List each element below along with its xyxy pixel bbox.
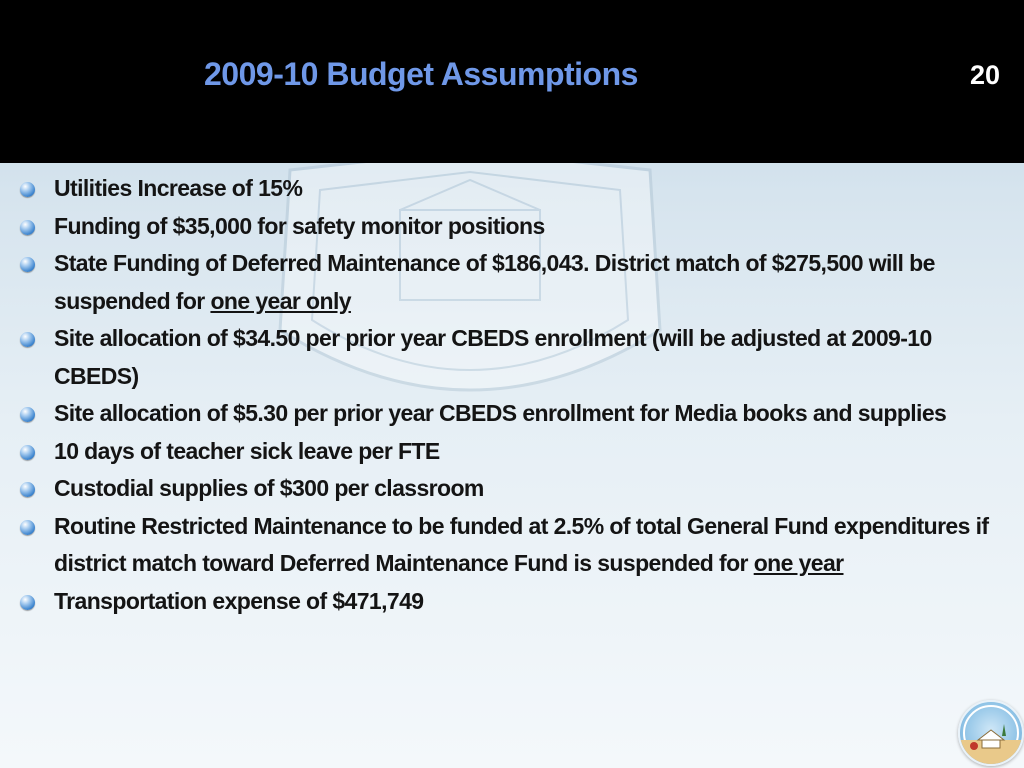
sphere-bullet-icon (20, 482, 35, 497)
bullet-item (0, 470, 1024, 508)
sphere-bullet-icon (20, 182, 35, 197)
bullet-item (0, 208, 1024, 246)
bullet-text: Site allocation of $5.30 per prior year CBEDS enrollment for Media books and supplies (54, 400, 947, 426)
bullet-item (0, 170, 1024, 208)
bullet-item (0, 245, 1024, 320)
bullet-text: Funding of $35,000 for safety monitor positions (54, 212, 545, 239)
bullet-text: Transportation expense of $471,749 (54, 587, 424, 614)
bullet-item (0, 508, 1024, 583)
sphere-bullet-icon (20, 257, 35, 272)
sphere-bullet-icon (20, 595, 35, 610)
sphere-bullet-icon (20, 445, 35, 460)
sphere-bullet-icon (20, 520, 35, 535)
bullet-item (0, 433, 1024, 471)
sphere-bullet-icon (20, 220, 35, 235)
bullet-item (0, 583, 1024, 621)
logo-emblem-icon (960, 702, 1022, 764)
header-bar (0, 0, 1024, 163)
bullet-text: Site allocation of $34.50 per prior year CBEDS enrollment (will be adjusted at 2009-10 CBEDS) (54, 325, 932, 389)
bullet-underlined-text: one year (753, 550, 844, 576)
slide-number: 20 (969, 60, 1000, 90)
bullet-text: 10 days of teacher sick leave per FTE (54, 437, 440, 464)
sphere-bullet-icon (20, 332, 35, 347)
bullet-item (0, 395, 1024, 433)
bullet-text: Utilities Increase of 15% (54, 175, 303, 201)
school-district-logo (958, 700, 1024, 766)
bullet-list (0, 170, 1024, 620)
sphere-bullet-icon (20, 407, 35, 422)
bullet-item (0, 320, 1024, 395)
bullet-text: Custodial supplies of $300 per classroom (54, 475, 484, 501)
bullet-text: State Funding of Deferred Maintenance of $186,043. District match of $275,500 will be suspended for (54, 250, 935, 314)
bullet-text: Routine Restricted Maintenance to be funded at 2.5% of total General Fund expenditures if district match toward Deferred Maintenance Fund is suspended for (54, 512, 989, 576)
slide-title: 2009-10 Budget Assumptions (204, 56, 638, 92)
bullet-underlined-text: one year only (210, 287, 351, 314)
